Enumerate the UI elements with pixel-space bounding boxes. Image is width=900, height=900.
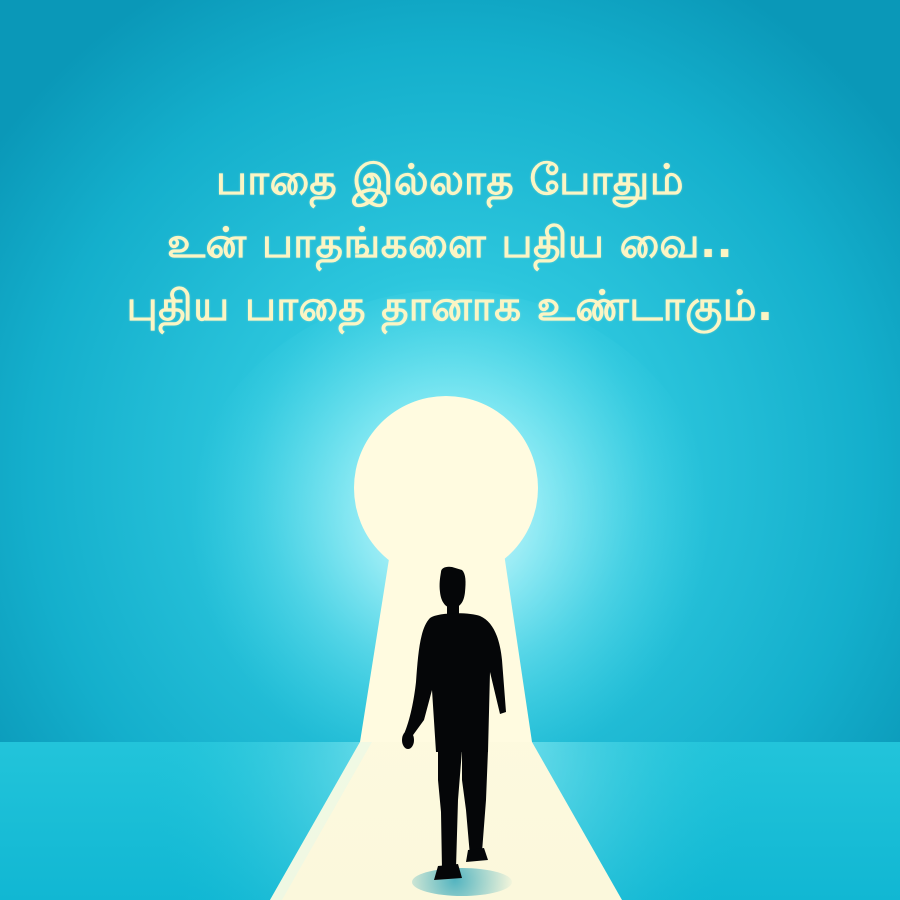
quote-line-1: பாதை இல்லாத போதும் [215,155,685,204]
quote-text [0,148,900,337]
quote-line-3: புதிய பாதை தானாக உண்டாகும். [126,281,774,330]
quote-line-2: உன் பாதங்களை பதிய வை.. [166,218,734,267]
figure-shadow [412,868,512,896]
